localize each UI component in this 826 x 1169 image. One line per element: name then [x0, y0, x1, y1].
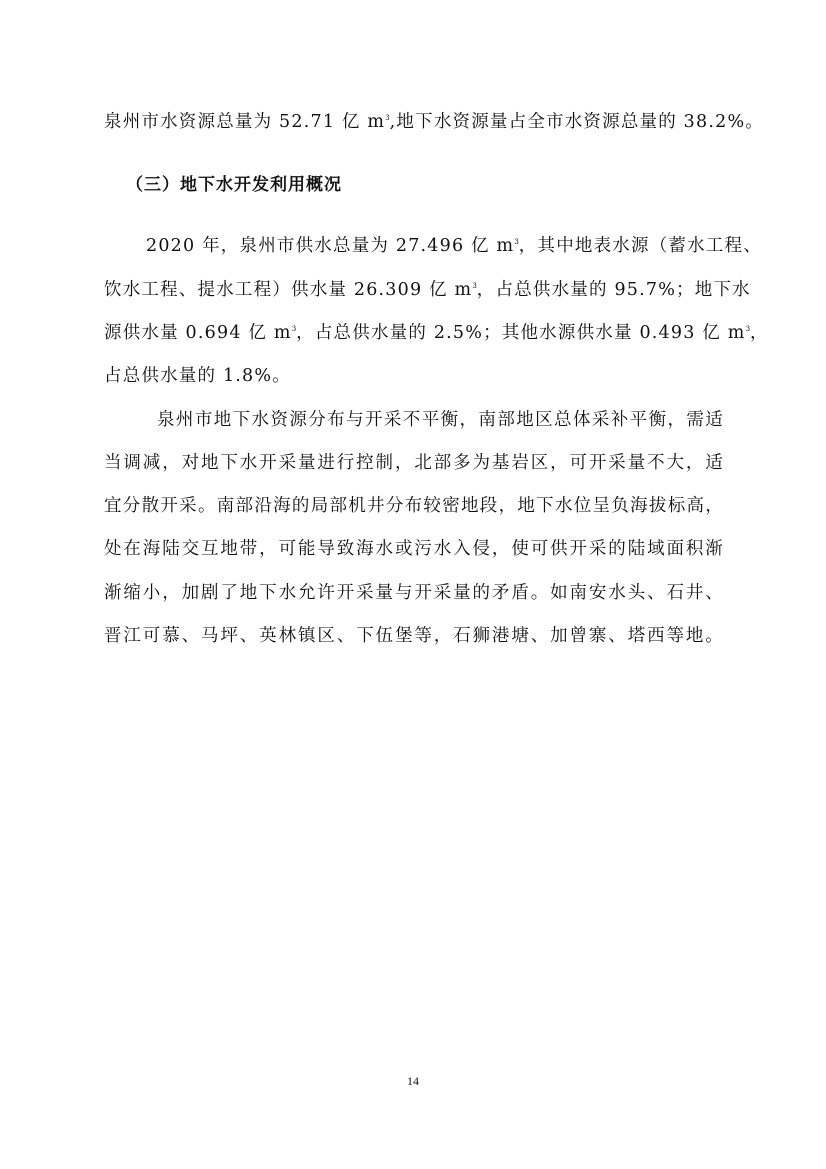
paragraph-line-5: 源供水量 0.694 亿 $m^3$，占总供水量的 2.5%；其他水源供水量 0.493 亿 $m^3$，: [104, 323, 769, 343]
paragraph-line-8: 当调减，对地下水开采量进行控制，北部多为基岩区，可开采量不大，适: [104, 453, 724, 473]
paragraph-line-7: 泉州市地下水资源分布与开采不平衡，南部地区总体采补平衡，需适: [157, 410, 724, 430]
paragraph-line-9: 宜分散开采。南部沿海的局部机井分布较密地段，地下水位呈负海拔标高，: [104, 496, 724, 516]
page-number: 14: [407, 1074, 419, 1088]
paragraph-line-10: 处在海陆交互地带，可能导致海水或污水入侵，使可供开采的陆域面积渐: [104, 539, 724, 559]
paragraph-line-11: 渐缩小，加剧了地下水允许开采量与开采量的矛盾。如南安水头、石井、: [104, 583, 724, 603]
paragraph-line-1: 泉州市水资源总量为 52.71 亿 $m^3$,地下水资源量占全市水资源总量的 38.2%。: [104, 112, 764, 132]
section-heading: （三）地下水开发利用概况: [126, 175, 342, 195]
paragraph-line-12: 晋江可慕、马坪、英林镇区、下伍堡等，石狮港塘、加曾寨、塔西等地。: [104, 626, 724, 646]
paragraph-line-3: 2020 年，泉州市供水总量为 27.496 亿 $m^3$，其中地表水源（蓄水工程、: [146, 236, 762, 256]
paragraph-line-6: 占总供水量的 1.8%。: [104, 366, 291, 386]
paragraph-line-4: 饮水工程、提水工程）供水量 26.309 亿 $m^3$，占总供水量的 95.7%；地下水: [104, 280, 751, 300]
